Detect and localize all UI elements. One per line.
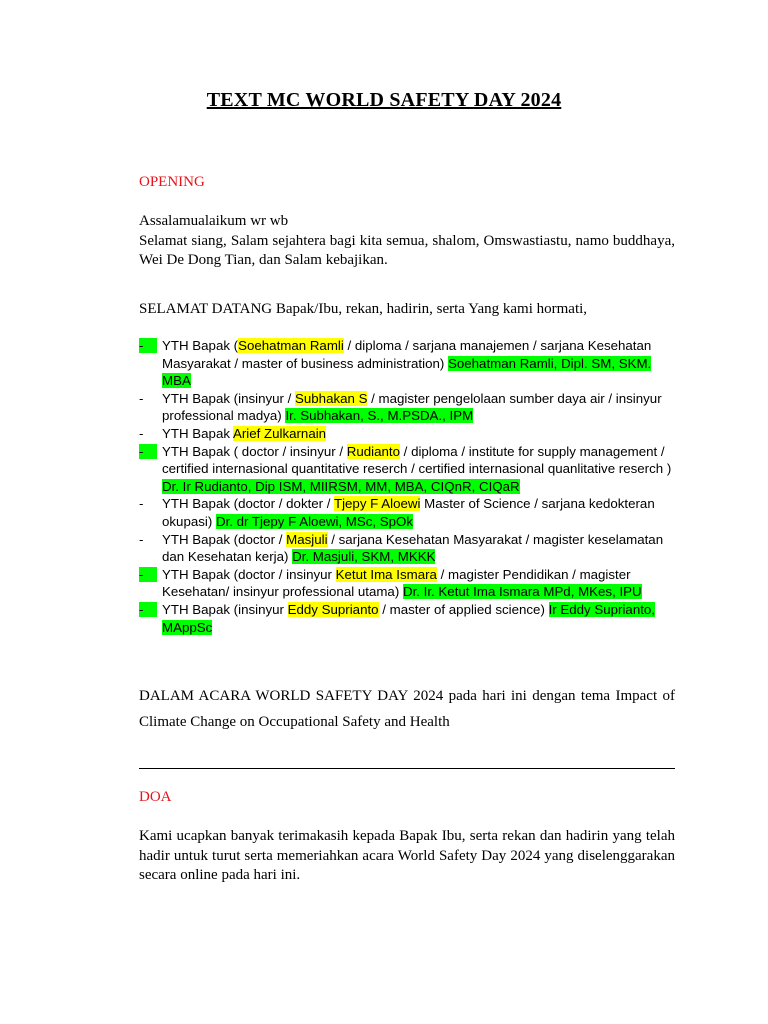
- greeting-line-2: Selamat siang, Salam sejahtera bagi kita semua, shalom, Omswastiastu, namo buddhaya, Wei De Dong Tian, dan Salam kebajikan.: [139, 232, 675, 268]
- attendee-text: / diploma / sarjana manajemen / sarjana Kesehatan Masyarakat / master of business administration): [162, 338, 652, 371]
- attendee-title-highlight: Soehatman Ramli, Dipl. SM, SKM. MBA: [162, 355, 652, 389]
- attendee-text: YTH Bapak (insinyur /: [162, 390, 296, 406]
- attendee-item: [139, 495, 675, 530]
- attendee-title-highlight: Ir Eddy Suprianto, MAppSc: [162, 601, 655, 635]
- attendee-name-highlight: Ketut Ima Ismara: [335, 566, 437, 582]
- attendee-name-highlight: Masjuli: [286, 531, 328, 547]
- attendee-name-highlight: Rudianto: [346, 443, 400, 459]
- attendee-name-highlight: Arief Zulkarnain: [232, 425, 327, 441]
- attendee-title-highlight: Dr. Masjuli, SKM, MKKK: [292, 549, 436, 565]
- attendee-title-highlight: Dr. Ir Rudianto, Dip ISM, MIIRSM, MM, MBA, CIQnR, CIQaR: [162, 478, 520, 494]
- doa-heading: DOA: [139, 789, 172, 805]
- attendee-text: / magister pengelolaan sumber daya air / insinyur professional madya): [162, 390, 662, 424]
- document-title: TEXT MC WORLD SAFETY DAY 2024: [206, 89, 562, 111]
- attendee-name-highlight: Soehatman Ramli: [238, 338, 344, 353]
- attendee-item: [139, 443, 675, 496]
- event-statement: DALAM ACARA WORLD SAFETY DAY 2024 pada hari ini dengan tema Impact of Climate Change on Occupational Safety and Health: [139, 688, 675, 730]
- opening-greeting: [139, 212, 675, 271]
- list-bullet: -: [139, 425, 144, 441]
- attendee-item: [139, 337, 675, 390]
- attendee-title-highlight: Dr. Ir. Ketut Ima Ismara MPd, MKes, IPU: [402, 584, 642, 600]
- attendee-list: [139, 337, 675, 636]
- attendee-item: [139, 390, 675, 425]
- welcome-line: SELAMAT DATANG Bapak/Ibu, rekan, hadirin, serta Yang kami hormati,: [139, 301, 588, 317]
- list-bullet: -: [139, 601, 162, 619]
- attendee-text: YTH Bapak (insinyur: [162, 601, 288, 617]
- attendee-name-highlight: Eddy Suprianto: [287, 601, 379, 617]
- attendee-item: [139, 566, 675, 601]
- attendee-text: YTH Bapak (: [162, 338, 239, 353]
- attendee-name-highlight: Tjepy F Aloewi: [333, 496, 421, 512]
- attendee-text: / sarjana Kesehatan Masyarakat / magister keselamatan dan Kesehatan kerja): [162, 531, 664, 565]
- attendee-text: YTH Bapak (doctor /: [162, 531, 287, 547]
- section-divider: [139, 768, 675, 769]
- attendee-text: YTH Bapak ( doctor / insinyur /: [162, 443, 347, 459]
- attendee-text: / magister Pendidikan / magister Kesehatan/ insinyur professional utama): [162, 566, 631, 600]
- greeting-line-1: Assalamualaikum wr wb: [139, 213, 289, 229]
- list-bullet: -: [139, 496, 144, 512]
- attendee-item: [139, 531, 675, 566]
- attendee-name-highlight: Subhakan S: [295, 390, 368, 406]
- list-bullet: -: [139, 566, 162, 584]
- attendee-text: / diploma / institute for supply management / certified internasional quantitative reserch / certified internasional quanlitative reserch ): [162, 443, 672, 477]
- attendee-text: / master of applied science): [378, 601, 549, 617]
- attendee-title-highlight: Dr. dr Tjepy F Aloewi, MSc, SpOk: [215, 513, 414, 529]
- opening-heading: OPENING: [139, 174, 205, 190]
- attendee-text: YTH Bapak: [162, 425, 233, 441]
- list-bullet: -: [139, 531, 144, 547]
- attendee-text: Master of Science / sarjana kedokteran okupasi): [162, 496, 655, 529]
- attendee-item: [139, 601, 675, 636]
- attendee-item: [139, 425, 675, 443]
- list-bullet: -: [139, 443, 162, 461]
- attendee-text: YTH Bapak (doctor / dokter /: [162, 496, 334, 512]
- attendee-title-highlight: Ir. Subhakan, S., M.PSDA., IPM: [285, 408, 474, 424]
- attendee-text: YTH Bapak (doctor / insinyur: [162, 566, 336, 582]
- list-bullet: -: [139, 337, 162, 355]
- list-bullet: -: [139, 390, 144, 406]
- doa-text: Kami ucapkan banyak terimakasih kepada Bapak Ibu, serta rekan dan hadirin yang telah hadir untuk turut serta memeriahkan acara World Safety Day 2024 yang diselenggarakan secara online pada hari ini.: [139, 828, 675, 883]
